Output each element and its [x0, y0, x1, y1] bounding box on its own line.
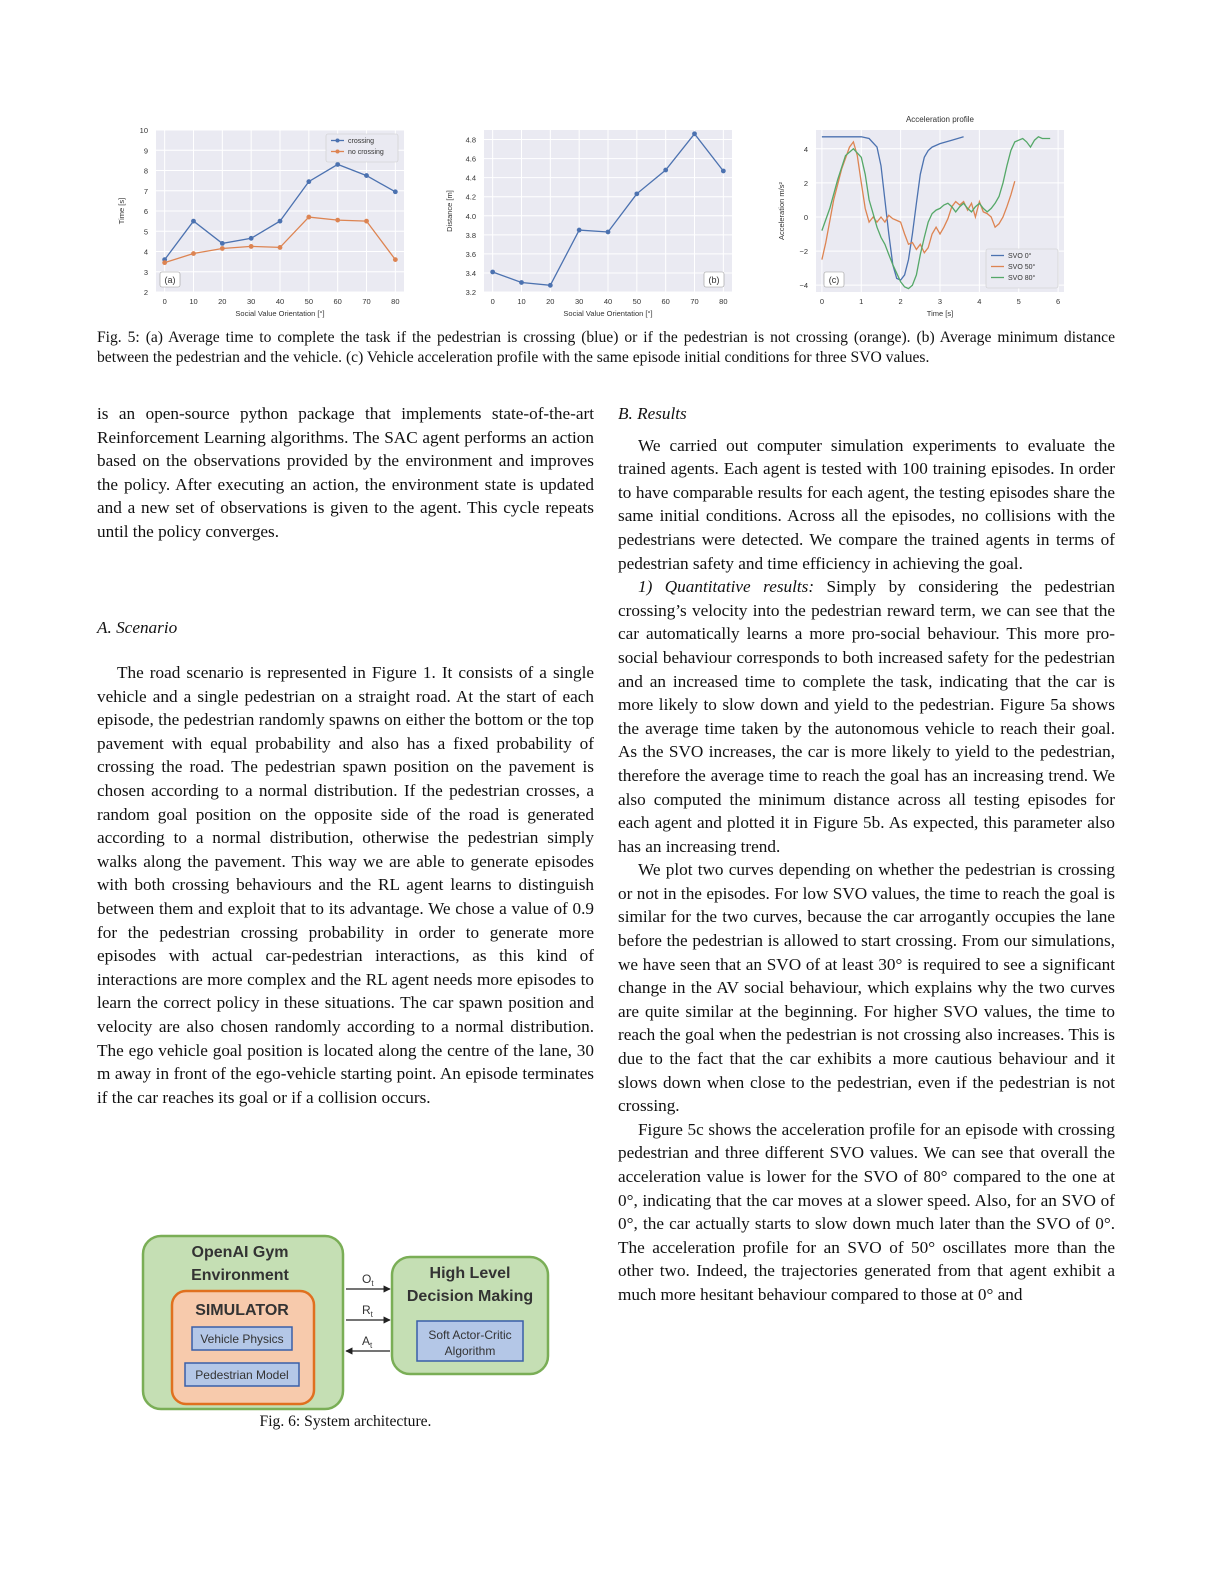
y-tick-label: 3 [143, 267, 148, 277]
y-tick-label: −4 [799, 281, 808, 291]
legend-marker [336, 150, 340, 154]
data-point [220, 246, 225, 251]
y-tick-label: 4.4 [465, 173, 476, 183]
reward-symbol-main: R [362, 1303, 371, 1317]
reward-symbol-sub: t [370, 1310, 373, 1319]
figure-5b-chart [440, 110, 740, 320]
y-tick-label: 4.2 [465, 192, 476, 202]
legend-marker [336, 139, 340, 143]
x-tick-label: 70 [362, 297, 371, 306]
y-tick-label: 3.4 [465, 268, 476, 278]
data-point [721, 169, 726, 174]
chart-svg [112, 110, 412, 320]
data-point [278, 245, 283, 250]
y-axis-label: Acceleration m/s² [777, 182, 786, 240]
data-point [249, 244, 254, 249]
reward-symbol [362, 1303, 374, 1319]
x-axis-label: Social Value Orientation [°] [235, 309, 325, 318]
results-paragraph-4: Figure 5c shows the acceleration profile for an episode with crossing pedestrian and three different SVO values. We can see that overall the acceleration value is lower for the SVO of 80° compared to the one at 0°, indicating that the car moves at a slower speed. Also, for an SVO of 0°, the car actually starts to slow down much later than the SVO of 0°. The acceleration profile for an SVO of 50° oscillates more than the other two. Indeed, the trajectories generated from that agent exhibit a much more hesitant behaviour compared to those at 0° and [618, 1119, 1115, 1304]
hl-title-2: Decision Making [406, 1288, 534, 1305]
data-point [364, 173, 369, 178]
x-tick-label: 80 [391, 297, 400, 306]
y-tick-label: 3.6 [465, 249, 476, 259]
legend-label: SVO 50° [1008, 264, 1036, 271]
scenario-paragraph: The road scenario is represented in Figure 1. It consists of a single vehicle and a single pedestrian on a straight road. At the start of each episode, the pedestrian randomly spawns on either the bottom or the top pavement with equal probability and also has a fixed probability of crossing the road. The pedestrian spawn position on the pavement is chosen according to a normal distribution. If the pedestrian crosses, a random goal position on the opposite side of the road is generated according to a normal distribution, otherwise the pedestrian simply walks along the pavement. This way we are able to generate episodes with both crossing behaviours and the RL agent learns to distinguish between them and exploit that to its advantage. We chose a value of 0.9 for the pedestrian crossing probability in order to generate more episodes with actual car-pedestrian interactions, as this kind of interactions are more complex and the RL agent needs more episodes to learn the correct policy in these situations. The car spawn position and velocity are also chosen randomly according to a normal distribution. The ego vehicle goal position is located along the centre of the lane, 30 m away in front of the ego-vehicle starting point. An episode terminates if the car reaches its goal or if a collision occurs. [97, 663, 594, 1107]
y-tick-label: 2 [143, 288, 148, 297]
legend-label: SVO 0° [1008, 253, 1032, 260]
x-tick-label: 1 [859, 297, 864, 306]
y-axis-label: Time [s] [117, 197, 126, 225]
system-architecture-diagram [140, 1233, 552, 1413]
y-tick-label: 7 [143, 186, 148, 196]
y-tick-label: 6 [143, 207, 148, 216]
x-tick-label: 40 [603, 297, 613, 306]
y-tick-label: 9 [143, 146, 148, 156]
action-symbol-sub: t [370, 1341, 373, 1350]
sac-label-2: Algorithm [444, 1344, 496, 1358]
intro-paragraph: is an open-source python package that implements state-of-the-art Reinforcement Learning algorithms. The SAC agent performs an action based on the observations provided by the environment and improves the policy. After executing an action, the environment state is updated and a new set of observations is given to the agent. This cycle repeats until the policy converges. [97, 404, 594, 541]
section-a-heading: A. Scenario [97, 618, 178, 637]
x-tick-label: 40 [275, 297, 285, 306]
data-point [692, 131, 697, 136]
y-tick-label: 4.8 [465, 135, 476, 145]
data-point [220, 241, 225, 246]
results-paragraph-2-body: Simply by considering the pedestrian crossing’s velocity into the pedestrian reward term, we can see that the car automatically learns a more pro-social behaviour. This more pro-social behaviour corresponds to both increased safety for the pedestrian and an increased time to complete the task, indicating that the car is more likely to slow down and yield to the pedestrian. Figure 5a shows the average time taken by the autonomous vehicle to reach their goal. As the SVO increases, the car is more likely to yield to the pedestrian, therefore the average time to reach the goal has an increasing trend. We also computed the minimum distance across all testing episodes for each agent and plotted it in Figure 5b. As expected, this parameter also has an increasing trend. [618, 577, 1116, 856]
sac-label-1: Soft Actor-Critic [428, 1328, 512, 1342]
results-paragraph-1: We carried out computer simulation experiments to evaluate the trained agents. Each agent is tested with 100 training episodes. In order to have comparable results for each agent, the testing episodes share the same initial conditions. Across all the episodes, no collisions with the pedestrians were detected. We compare the trained agents in terms of pedestrian safety and time efficiency in achieving the goal. [618, 435, 1115, 573]
data-point [519, 280, 524, 285]
y-tick-label: 10 [139, 126, 148, 135]
y-tick-label: 3.8 [465, 230, 476, 240]
hl-title-1: High Level [429, 1265, 511, 1282]
y-tick-label: 2 [803, 178, 808, 188]
data-point [335, 162, 340, 167]
data-point [191, 219, 196, 224]
y-axis-label: Distance [m] [445, 190, 454, 232]
section-b-heading: B. Results [618, 404, 687, 423]
x-tick-label: 30 [574, 297, 584, 306]
y-tick-label: 4.6 [465, 154, 476, 164]
data-point [191, 251, 196, 256]
simulator-label: SIMULATOR [195, 1302, 289, 1319]
data-point [490, 270, 495, 275]
legend-label: no crossing [348, 149, 384, 156]
x-tick-label: 70 [690, 297, 699, 306]
legend-label: SVO 80° [1008, 275, 1036, 282]
data-point [306, 179, 311, 184]
figure-5-caption: Fig. 5: (a) Average time to complete the task if the pedestrian is crossing (blue) or if the pedestrian is not crossing (orange). (b) Average minimum distance between the pedestrian and the vehicle. (c) Vehicle acceleration profile with the same episode initial conditions for three SVO values. [97, 329, 1115, 366]
x-tick-label: 0 [490, 297, 495, 306]
observation-symbol-main: O [362, 1272, 372, 1286]
data-point [393, 257, 398, 262]
data-point [249, 236, 254, 241]
env-title-2: Environment [191, 1267, 289, 1284]
y-tick-label: 4 [143, 247, 148, 257]
data-point [278, 219, 283, 224]
x-axis-label: Time [s] [926, 309, 954, 318]
x-tick-label: 4 [977, 297, 982, 306]
x-tick-label: 60 [661, 297, 670, 306]
x-tick-label: 0 [162, 297, 167, 306]
figure-5c-chart [772, 110, 1072, 320]
y-tick-label: 3.2 [465, 288, 476, 297]
action-symbol [362, 1334, 373, 1350]
x-tick-label: 30 [246, 297, 256, 306]
y-tick-label: 8 [143, 166, 148, 176]
pedestrian-model-label: Pedestrian Model [195, 1368, 289, 1382]
legend-label: crossing [348, 138, 375, 145]
x-tick-label: 0 [819, 297, 824, 306]
panel-label: (c) [828, 275, 840, 285]
x-tick-label: 5 [1016, 297, 1021, 306]
vehicle-physics-label: Vehicle Physics [200, 1332, 284, 1346]
chart-svg [772, 110, 1072, 320]
observation-symbol-sub: t [371, 1279, 374, 1288]
x-tick-label: 6 [1056, 297, 1061, 306]
y-tick-label: 4.0 [465, 211, 476, 221]
x-tick-label: 20 [546, 297, 555, 306]
action-symbol-main: A [362, 1334, 371, 1348]
x-tick-label: 60 [333, 297, 342, 306]
x-tick-label: 2 [898, 297, 903, 306]
env-title-1: OpenAI Gym [191, 1244, 289, 1261]
x-tick-label: 50 [304, 297, 314, 306]
y-tick-label: 5 [143, 227, 148, 237]
data-point [393, 189, 398, 194]
x-tick-label: 80 [719, 297, 728, 306]
quantitative-results-heading: 1) Quantitative results: [638, 577, 815, 597]
data-point [548, 283, 553, 288]
figure-5a-chart [112, 110, 412, 320]
x-tick-label: 20 [218, 297, 227, 306]
right-column [618, 402, 1115, 1307]
data-point [364, 219, 369, 224]
chart-svg [440, 110, 740, 320]
figure-6-caption: Fig. 6: System architecture. [259, 1413, 432, 1430]
panel-label: (b) [708, 275, 720, 285]
y-tick-label: −2 [799, 247, 808, 257]
data-point [306, 215, 311, 220]
data-point [335, 218, 340, 223]
data-point [634, 191, 639, 196]
y-tick-label: 4 [803, 144, 808, 154]
x-tick-label: 3 [937, 297, 943, 306]
data-point [577, 228, 582, 233]
data-point [663, 168, 668, 173]
x-tick-label: 10 [517, 297, 526, 306]
observation-symbol [362, 1272, 374, 1288]
results-paragraph-2 [618, 575, 1115, 858]
results-paragraph-3: We plot two curves depending on whether the pedestrian is crossing or not in the episodes. For low SVO values, the time to reach the goal is similar for the two curves, because the car arrogantly occupies the lane before the pedestrian is allowed to start crossing. From our simulations, we have seen that an SVO of at least 30° is required to see a significant change in the AV social behaviour, which explains why the two curves are quite similar at the beginning. For higher SVO values, the time to reach the goal when the pedestrian is not crossing also increases. This is due to the fact that the car exhibits a more cautious behaviour and it slows down when close to the pedestrian, even if the pedestrian is not crossing. [618, 860, 1115, 1116]
x-axis-label: Social Value Orientation [°] [563, 309, 653, 318]
x-tick-label: 50 [632, 297, 642, 306]
x-tick-label: 10 [189, 297, 198, 306]
left-column [97, 402, 594, 544]
data-point [606, 230, 611, 235]
data-point [162, 260, 167, 265]
panel-label: (a) [164, 275, 176, 285]
chart-title: Acceleration profile [905, 115, 975, 124]
y-tick-label: 0 [803, 212, 808, 222]
